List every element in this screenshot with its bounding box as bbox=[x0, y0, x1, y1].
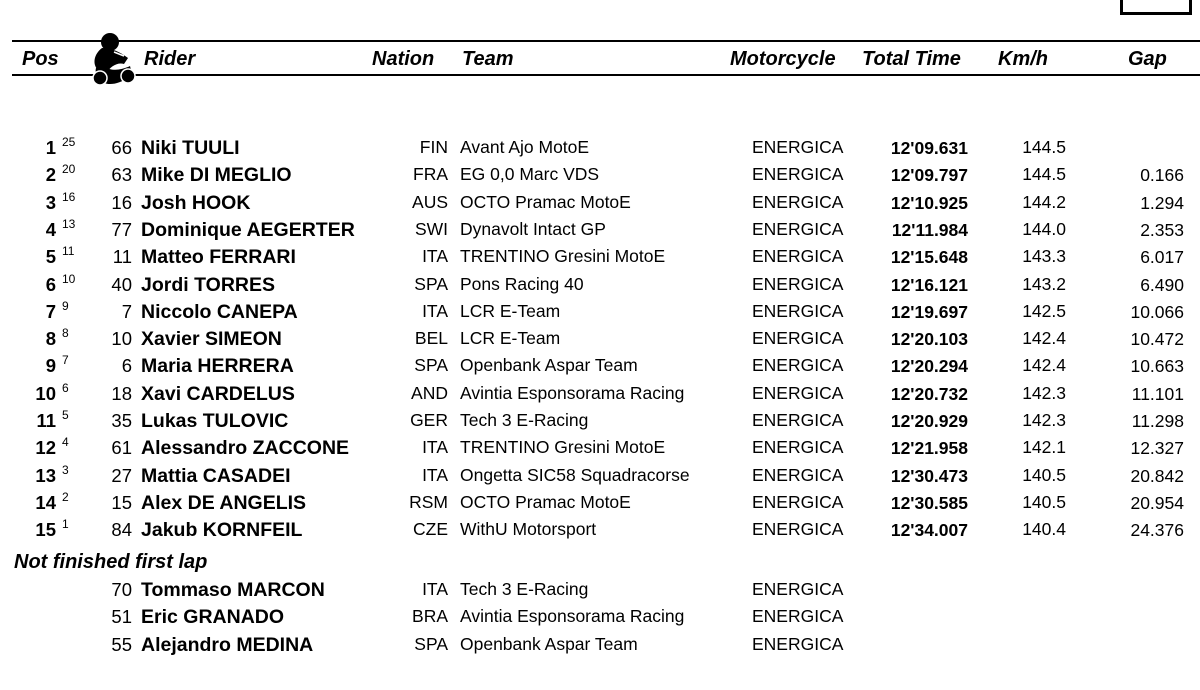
gap: 11.298 bbox=[1131, 411, 1184, 431]
position: 2 bbox=[45, 164, 56, 185]
motorcycle: ENERGICA bbox=[752, 274, 844, 294]
team: Dynavolt Intact GP bbox=[460, 219, 606, 239]
nation: FIN bbox=[419, 137, 448, 157]
nation: AUS bbox=[412, 192, 448, 212]
speed-kmh: 144.2 bbox=[1022, 192, 1066, 212]
header-team: Team bbox=[462, 48, 514, 70]
team: TRENTINO Gresini MotoE bbox=[460, 246, 666, 266]
nation: SWI bbox=[414, 219, 448, 239]
speed-kmh: 140.4 bbox=[1022, 519, 1066, 539]
position: 10 bbox=[35, 383, 56, 404]
rider-name: Lukas TULOVIC bbox=[141, 410, 289, 432]
header-motorcycle: Motorcycle bbox=[730, 48, 836, 70]
total-time: 12'20.929 bbox=[890, 411, 968, 431]
total-time: 12'30.585 bbox=[890, 493, 968, 513]
speed-kmh: 142.4 bbox=[1022, 328, 1066, 348]
rider-number: 10 bbox=[111, 328, 132, 349]
nation: BEL bbox=[414, 328, 448, 348]
team: LCR E-Team bbox=[460, 328, 561, 348]
position: 5 bbox=[45, 246, 56, 267]
gap: 2.353 bbox=[1140, 220, 1184, 240]
position: 8 bbox=[45, 328, 56, 349]
gap: 0.166 bbox=[1140, 165, 1184, 185]
speed-kmh: 143.2 bbox=[1022, 274, 1066, 294]
team: Avintia Esponsorama Racing bbox=[460, 606, 685, 626]
team: Avintia Esponsorama Racing bbox=[460, 383, 685, 403]
championship-points: 16 bbox=[62, 190, 76, 204]
gap: 11.101 bbox=[1131, 384, 1184, 404]
total-time: 12'11.984 bbox=[891, 220, 968, 240]
motorcycle: ENERGICA bbox=[752, 634, 844, 654]
motorcycle: ENERGICA bbox=[752, 246, 844, 266]
rider-number: 61 bbox=[111, 437, 132, 458]
championship-points: 9 bbox=[62, 299, 69, 313]
championship-points: 13 bbox=[62, 217, 76, 231]
nation: ITA bbox=[422, 246, 448, 266]
gap: 20.954 bbox=[1130, 493, 1184, 513]
rider-name: Josh HOOK bbox=[141, 192, 251, 214]
nation: ITA bbox=[422, 437, 448, 457]
gap: 10.663 bbox=[1130, 356, 1184, 376]
speed-kmh: 144.0 bbox=[1022, 219, 1066, 239]
speed-kmh: 143.3 bbox=[1022, 246, 1066, 266]
motorcycle: ENERGICA bbox=[752, 579, 844, 599]
total-time: 12'20.103 bbox=[890, 329, 968, 349]
gap: 6.017 bbox=[1140, 247, 1184, 267]
header-rider: Rider bbox=[144, 48, 196, 70]
rider-number: 40 bbox=[111, 274, 132, 295]
motorcycle: ENERGICA bbox=[752, 164, 844, 184]
team: OCTO Pramac MotoE bbox=[460, 192, 631, 212]
motorcycle: ENERGICA bbox=[752, 410, 844, 430]
position: 3 bbox=[45, 192, 56, 213]
rider-name: Mattia CASADEI bbox=[141, 465, 291, 487]
total-time: 12'16.121 bbox=[890, 275, 968, 295]
championship-points: 1 bbox=[62, 517, 69, 531]
team: Openbank Aspar Team bbox=[460, 634, 638, 654]
championship-points: 11 bbox=[62, 244, 75, 258]
speed-kmh: 142.1 bbox=[1022, 437, 1066, 457]
gap: 6.490 bbox=[1140, 275, 1184, 295]
championship-points: 3 bbox=[62, 463, 69, 477]
rider-number: 27 bbox=[111, 465, 132, 486]
header-rule-top bbox=[12, 40, 1200, 42]
rider-number: 16 bbox=[111, 192, 132, 213]
team: Ongetta SIC58 Squadracorse bbox=[460, 465, 690, 485]
nation: SPA bbox=[414, 274, 448, 294]
rider-name: Tommaso MARCON bbox=[141, 579, 325, 601]
nation: CZE bbox=[413, 519, 448, 539]
motorcycle: ENERGICA bbox=[752, 437, 844, 457]
total-time: 12'20.732 bbox=[890, 384, 968, 404]
rider-number: 84 bbox=[111, 519, 132, 540]
team: WithU Motorsport bbox=[460, 519, 597, 539]
rider-number: 15 bbox=[111, 492, 132, 513]
nation: ITA bbox=[422, 465, 448, 485]
speed-kmh: 142.3 bbox=[1022, 383, 1066, 403]
total-time: 12'09.631 bbox=[890, 138, 968, 158]
motorcycle: ENERGICA bbox=[752, 301, 844, 321]
position: 15 bbox=[35, 519, 56, 540]
header-total-time: Total Time bbox=[862, 48, 961, 70]
championship-points: 4 bbox=[62, 435, 69, 449]
header-pos: Pos bbox=[22, 48, 59, 70]
page-corner-box bbox=[1120, 0, 1192, 15]
rider-name: Xavier SIMEON bbox=[141, 328, 282, 350]
motorcycle: ENERGICA bbox=[752, 137, 844, 157]
position: 7 bbox=[45, 301, 56, 322]
rider-name: Dominique AEGERTER bbox=[141, 219, 355, 241]
rider-number: 66 bbox=[111, 137, 132, 158]
nation: BRA bbox=[412, 606, 448, 626]
total-time: 12'30.473 bbox=[890, 466, 968, 486]
rider-number: 63 bbox=[111, 164, 132, 185]
rider-number: 18 bbox=[111, 383, 132, 404]
motorcycle: ENERGICA bbox=[752, 492, 844, 512]
nation: ITA bbox=[422, 579, 448, 599]
championship-points: 25 bbox=[62, 135, 76, 149]
team: Openbank Aspar Team bbox=[460, 355, 638, 375]
header-gap: Gap bbox=[1128, 48, 1167, 70]
nation: ITA bbox=[422, 301, 448, 321]
nation: FRA bbox=[413, 164, 448, 184]
team: Avant Ajo MotoE bbox=[460, 137, 590, 157]
championship-points: 5 bbox=[62, 408, 69, 422]
position: 4 bbox=[45, 219, 56, 240]
championship-points: 2 bbox=[62, 490, 69, 504]
rider-number: 77 bbox=[111, 219, 132, 240]
gap: 20.842 bbox=[1130, 466, 1184, 486]
rider-number: 70 bbox=[111, 579, 132, 600]
position: 1 bbox=[45, 137, 56, 158]
total-time: 12'19.697 bbox=[890, 302, 968, 322]
speed-kmh: 142.3 bbox=[1022, 410, 1066, 430]
rider-name: Jordi TORRES bbox=[141, 274, 275, 296]
speed-kmh: 142.5 bbox=[1022, 301, 1066, 321]
motorcycle: ENERGICA bbox=[752, 328, 844, 348]
total-time: 12'34.007 bbox=[890, 520, 968, 540]
motorcycle: ENERGICA bbox=[752, 606, 844, 626]
gap: 24.376 bbox=[1130, 520, 1184, 540]
championship-points: 10 bbox=[62, 272, 76, 286]
rider-name: Alejandro MEDINA bbox=[141, 634, 314, 656]
total-time: 12'09.797 bbox=[890, 165, 968, 185]
team: LCR E-Team bbox=[460, 301, 561, 321]
championship-points: 20 bbox=[62, 162, 76, 176]
motorcycle-rider-icon bbox=[88, 30, 138, 86]
motorcycle: ENERGICA bbox=[752, 355, 844, 375]
gap: 12.327 bbox=[1130, 438, 1184, 458]
gap: 10.066 bbox=[1130, 302, 1184, 322]
position: 14 bbox=[35, 492, 56, 513]
nation: GER bbox=[410, 410, 448, 430]
rider-name: Xavi CARDELUS bbox=[141, 383, 295, 405]
total-time: 12'20.294 bbox=[890, 356, 968, 376]
nation: SPA bbox=[414, 634, 448, 654]
nation: RSM bbox=[409, 492, 448, 512]
total-time: 12'10.925 bbox=[890, 193, 968, 213]
team: TRENTINO Gresini MotoE bbox=[460, 437, 666, 457]
rider-name: Jakub KORNFEIL bbox=[141, 519, 303, 541]
gap: 1.294 bbox=[1140, 193, 1184, 213]
rider-number: 7 bbox=[121, 301, 132, 322]
rider-name: Mike DI MEGLIO bbox=[141, 164, 292, 186]
team: Tech 3 E-Racing bbox=[460, 410, 589, 430]
position: 13 bbox=[35, 465, 56, 486]
rider-number: 35 bbox=[111, 410, 132, 431]
rider-number: 55 bbox=[111, 634, 132, 655]
championship-points: 6 bbox=[62, 381, 69, 395]
rider-name: Eric GRANADO bbox=[141, 606, 285, 628]
rider-number: 6 bbox=[121, 355, 132, 376]
motorcycle: ENERGICA bbox=[752, 192, 844, 212]
not-finished-heading: Not finished first lap bbox=[14, 551, 208, 573]
header-rule-bottom bbox=[12, 74, 1200, 76]
nation: SPA bbox=[414, 355, 448, 375]
rider-name: Matteo FERRARI bbox=[141, 246, 296, 268]
rider-name: Maria HERRERA bbox=[141, 355, 294, 377]
team: EG 0,0 Marc VDS bbox=[460, 164, 600, 184]
position: 11 bbox=[36, 410, 56, 431]
position: 6 bbox=[45, 274, 56, 295]
motorcycle: ENERGICA bbox=[752, 219, 844, 239]
nation: AND bbox=[411, 383, 448, 403]
championship-points: 8 bbox=[62, 326, 69, 340]
gap: 10.472 bbox=[1130, 329, 1184, 349]
championship-points: 7 bbox=[62, 353, 69, 367]
rider-number: 11 bbox=[112, 246, 132, 267]
position: 9 bbox=[45, 355, 56, 376]
motorcycle: ENERGICA bbox=[752, 519, 844, 539]
motorcycle: ENERGICA bbox=[752, 465, 844, 485]
speed-kmh: 144.5 bbox=[1022, 137, 1066, 157]
header-kmh: Km/h bbox=[998, 48, 1048, 70]
team: Tech 3 E-Racing bbox=[460, 579, 589, 599]
speed-kmh: 144.5 bbox=[1022, 164, 1066, 184]
team: OCTO Pramac MotoE bbox=[460, 492, 631, 512]
motorcycle: ENERGICA bbox=[752, 383, 844, 403]
rider-name: Niki TUULI bbox=[141, 137, 240, 159]
rider-name: Niccolo CANEPA bbox=[141, 301, 298, 323]
position: 12 bbox=[35, 437, 56, 458]
rider-number: 51 bbox=[111, 606, 132, 627]
speed-kmh: 140.5 bbox=[1022, 492, 1066, 512]
header-nation: Nation bbox=[372, 48, 435, 70]
total-time: 12'15.648 bbox=[890, 247, 968, 267]
rider-name: Alessandro ZACCONE bbox=[141, 437, 350, 459]
total-time: 12'21.958 bbox=[890, 438, 968, 458]
speed-kmh: 140.5 bbox=[1022, 465, 1066, 485]
team: Pons Racing 40 bbox=[460, 274, 584, 294]
speed-kmh: 142.4 bbox=[1022, 355, 1066, 375]
rider-name: Alex DE ANGELIS bbox=[141, 492, 307, 514]
